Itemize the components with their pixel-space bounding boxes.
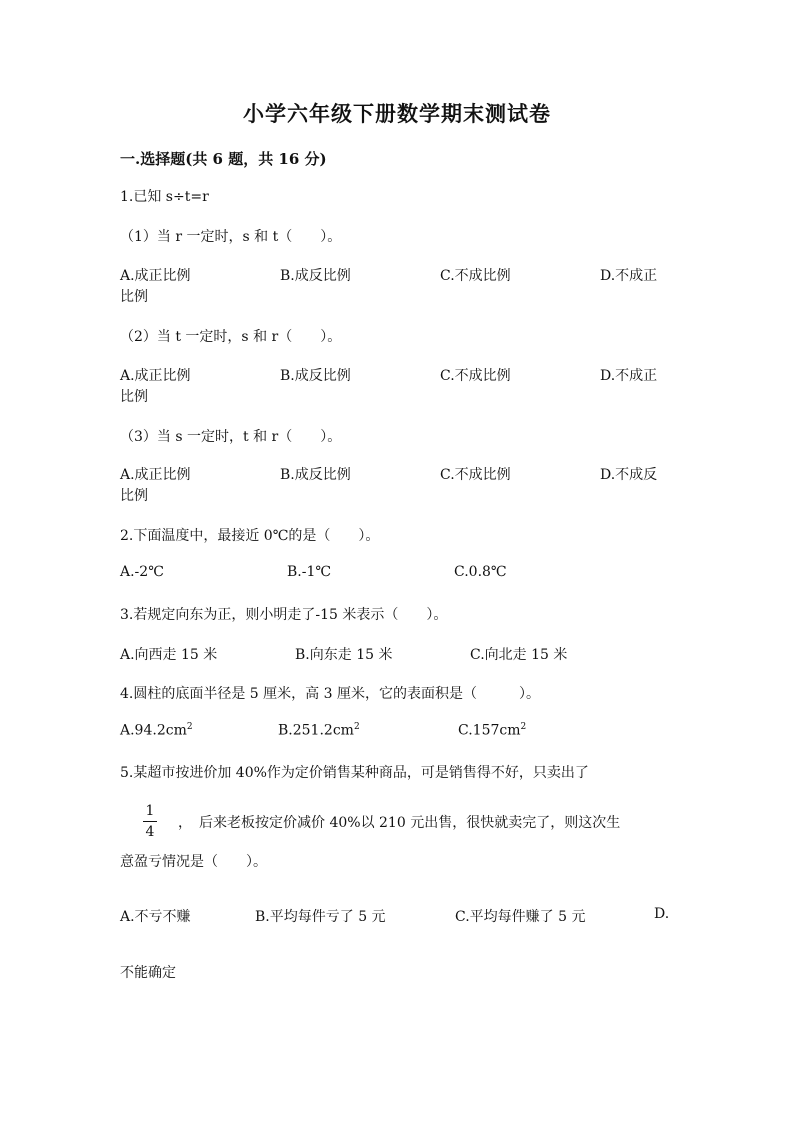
- option-a[interactable]: A.-2℃: [120, 564, 164, 580]
- option-b[interactable]: B.成反比例: [280, 268, 351, 284]
- fraction-numerator: 1: [145, 803, 155, 819]
- option-a[interactable]: A.成正比例: [120, 368, 191, 384]
- question-5-line3: 意盈亏情况是（ ）。: [120, 854, 267, 870]
- question-2-options: [120, 564, 665, 584]
- question-5-stem: 5.某超市按进价加 40%作为定价销售某种商品，可是销售得不好，只卖出了: [120, 765, 589, 781]
- option-c[interactable]: C.0.8℃: [454, 564, 507, 580]
- question-5-options: [120, 906, 670, 926]
- question-1-stem: 1.已知 s÷t=r: [120, 189, 209, 205]
- question-2-stem: 2.下面温度中，最接近 0℃的是（ ）。: [120, 528, 380, 544]
- option-d[interactable]: D.不成正: [600, 368, 658, 384]
- option-a[interactable]: A.成正比例: [120, 268, 191, 284]
- option-b[interactable]: B.成反比例: [280, 467, 351, 483]
- question-3-options: [120, 644, 665, 664]
- option-c[interactable]: C.不成比例: [440, 368, 511, 384]
- option-c[interactable]: $C.157cm^2$: [458, 722, 527, 739]
- option-b[interactable]: B.成反比例: [280, 368, 351, 384]
- question-1-2-prompt: （2）当 t 一定时，s 和 r（ ）。: [120, 329, 342, 345]
- question-1-1-prompt: （1）当 r 一定时，s 和 t（ ）。: [120, 229, 342, 245]
- option-d-wrap: 比例: [120, 488, 148, 504]
- option-d-wrap: 比例: [120, 389, 148, 405]
- option-d[interactable]: D.不成正: [600, 268, 658, 284]
- option-c[interactable]: C.不成比例: [440, 268, 511, 284]
- option-a[interactable]: A.向西走 15 米: [120, 647, 218, 663]
- question-1-2-options: [120, 365, 665, 385]
- question-4-options: [120, 722, 665, 742]
- page-title: 小学六年级下册数学期末测试卷: [243, 101, 551, 126]
- question-1-3-options: [120, 464, 665, 484]
- fraction: [143, 803, 157, 840]
- question-5-continued: ， 后来老板按定价减价 40%以 210 元出售，很快就卖完了，则这次生: [178, 815, 621, 831]
- fraction-denominator: 4: [145, 824, 155, 840]
- section-heading: 一.选择题(共 6 题，共 16 分): [120, 150, 327, 168]
- option-b[interactable]: B.平均每件亏了 5 元: [255, 909, 386, 925]
- option-a[interactable]: $A.94.2cm^2$: [120, 722, 193, 739]
- option-b[interactable]: $B.251.2cm^2$: [278, 722, 360, 739]
- question-1-1-options: [120, 265, 665, 285]
- option-c[interactable]: C.向北走 15 米: [470, 647, 568, 663]
- option-d-wrap: 不能确定: [120, 965, 176, 981]
- option-d-wrap: 比例: [120, 289, 148, 305]
- option-c[interactable]: C.不成比例: [440, 467, 511, 483]
- option-b[interactable]: B.-1℃: [287, 564, 332, 580]
- question-4-stem: 4.圆柱的底面半径是 5 厘米，高 3 厘米，它的表面积是（ ）。: [120, 686, 540, 702]
- option-d[interactable]: D.: [654, 906, 670, 922]
- fraction-bar: [143, 821, 157, 822]
- question-3-stem: 3.若规定向东为正，则小明走了-15 米表示（ ）。: [120, 607, 448, 623]
- option-a[interactable]: A.不亏不赚: [120, 909, 191, 925]
- option-b[interactable]: B.向东走 15 米: [295, 647, 393, 663]
- option-a[interactable]: A.成正比例: [120, 467, 191, 483]
- option-d[interactable]: D.不成反: [600, 467, 658, 483]
- question-1-3-prompt: （3）当 s 一定时，t 和 r（ ）。: [120, 429, 342, 445]
- option-c[interactable]: C.平均每件赚了 5 元: [455, 909, 586, 925]
